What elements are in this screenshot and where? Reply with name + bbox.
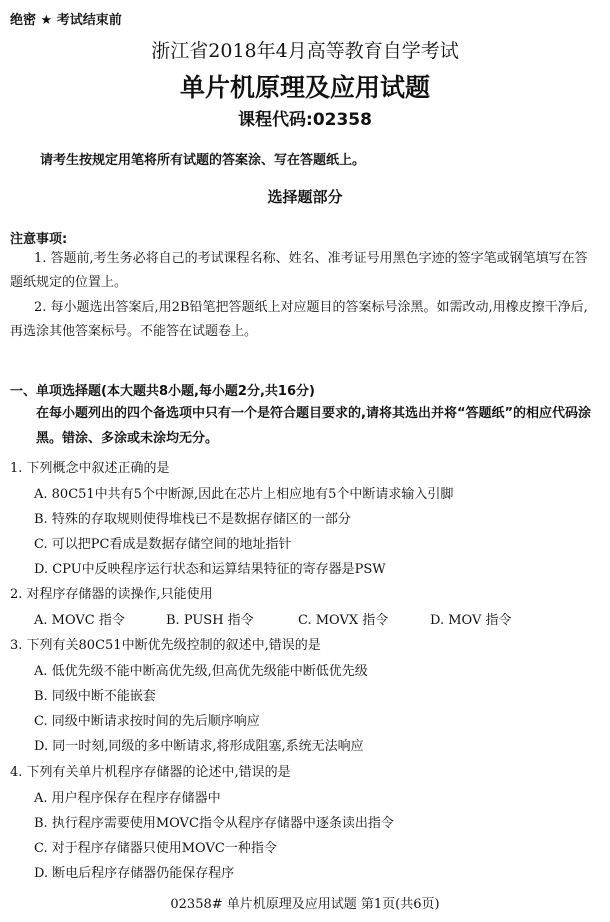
question-option: D. MOV 指令 <box>430 613 512 628</box>
question-stem: 3. 下列有关80C51中断优先级控制的叙述中,错误的是 <box>10 638 321 653</box>
question-stem: 2. 对程序存储器的读操作,只能使用 <box>10 587 213 602</box>
course-code: 课程代码:02358 <box>238 110 372 130</box>
question-option: C. MOVX 指令 <box>298 613 389 628</box>
page-footer: 02358# 单片机原理及应用试题 第1页(共6页) <box>170 897 440 912</box>
question-option: A. 低优先级不能中断高优先级,但高优先级能中断低优先级 <box>34 664 368 679</box>
question-stem: 1. 下列概念中叙述正确的是 <box>10 461 170 476</box>
question-option: C. 可以把PC看成是数据存储空间的地址指针 <box>34 537 292 552</box>
question-option: B. 特殊的存取规则使得堆栈已不是数据存储区的一部分 <box>34 512 351 527</box>
question-option: B. 同级中断不能嵌套 <box>34 689 156 704</box>
question-option: A. 80C51中共有5个中断源,因此在芯片上相应地有5个中断请求输入引脚 <box>34 487 454 502</box>
question-option: C. 同级中断请求按时间的先后顺序响应 <box>34 714 260 729</box>
question-option: D. 断电后程序存储器仍能保存程序 <box>34 866 235 881</box>
exam-title: 浙江省2018年4月高等教育自学考试 <box>151 40 459 62</box>
answer-instruction: 请考生按规定用笔将所有试题的答案涂、写在答题纸上。 <box>40 153 366 168</box>
question-option: B. PUSH 指令 <box>166 613 254 628</box>
question-option: A. MOVC 指令 <box>34 613 125 628</box>
notice-item: 1. 答题前,考生务必将自己的考试课程名称、姓名、准考证号用黑色字迹的签字笔或钢笔填写在答题纸规定的位置上。 <box>10 251 588 290</box>
notice-item: 2. 每小题选出答案后,用2B铅笔把答题纸上对应题目的答案标号涂黑。如需改动,用橡皮擦干净后,再选涂其他答案标号。不能答在试题卷上。 <box>10 300 588 339</box>
notice-title: 注意事项: <box>10 232 68 247</box>
question-option: A. 用户程序保存在程序存储器中 <box>34 791 221 806</box>
question-option: B. 执行程序需要使用MOVC指令从程序存储器中逐条读出指令 <box>34 816 394 831</box>
question-stem: 4. 下列有关单片机程序存储器的论述中,错误的是 <box>10 765 291 780</box>
question-option: D. CPU中反映程序运行状态和运算结果特征的寄存器是PSW <box>34 562 386 577</box>
secret-mark: 绝密 ★ 考试结束前 <box>10 13 122 28</box>
option-row <box>34 609 594 628</box>
part-title: 选择题部分 <box>267 188 343 206</box>
question-option: D. 同一时刻,同级的多中断请求,将形成阻塞,系统无法响应 <box>34 739 364 754</box>
question-option: C. 对于程序存储器只使用MOVC一种指令 <box>34 841 277 856</box>
section-description: 在每小题列出的四个备选项中只有一个是符合题目要求的,请将其选出并将“答题纸”的相应代码涂黑。错涂、多涂或未涂均无分。 <box>36 406 592 446</box>
paper-title: 单片机原理及应用试题 <box>179 73 430 102</box>
section-heading: 一、单项选择题(本大题共8小题,每小题2分,共16分) <box>10 384 315 399</box>
